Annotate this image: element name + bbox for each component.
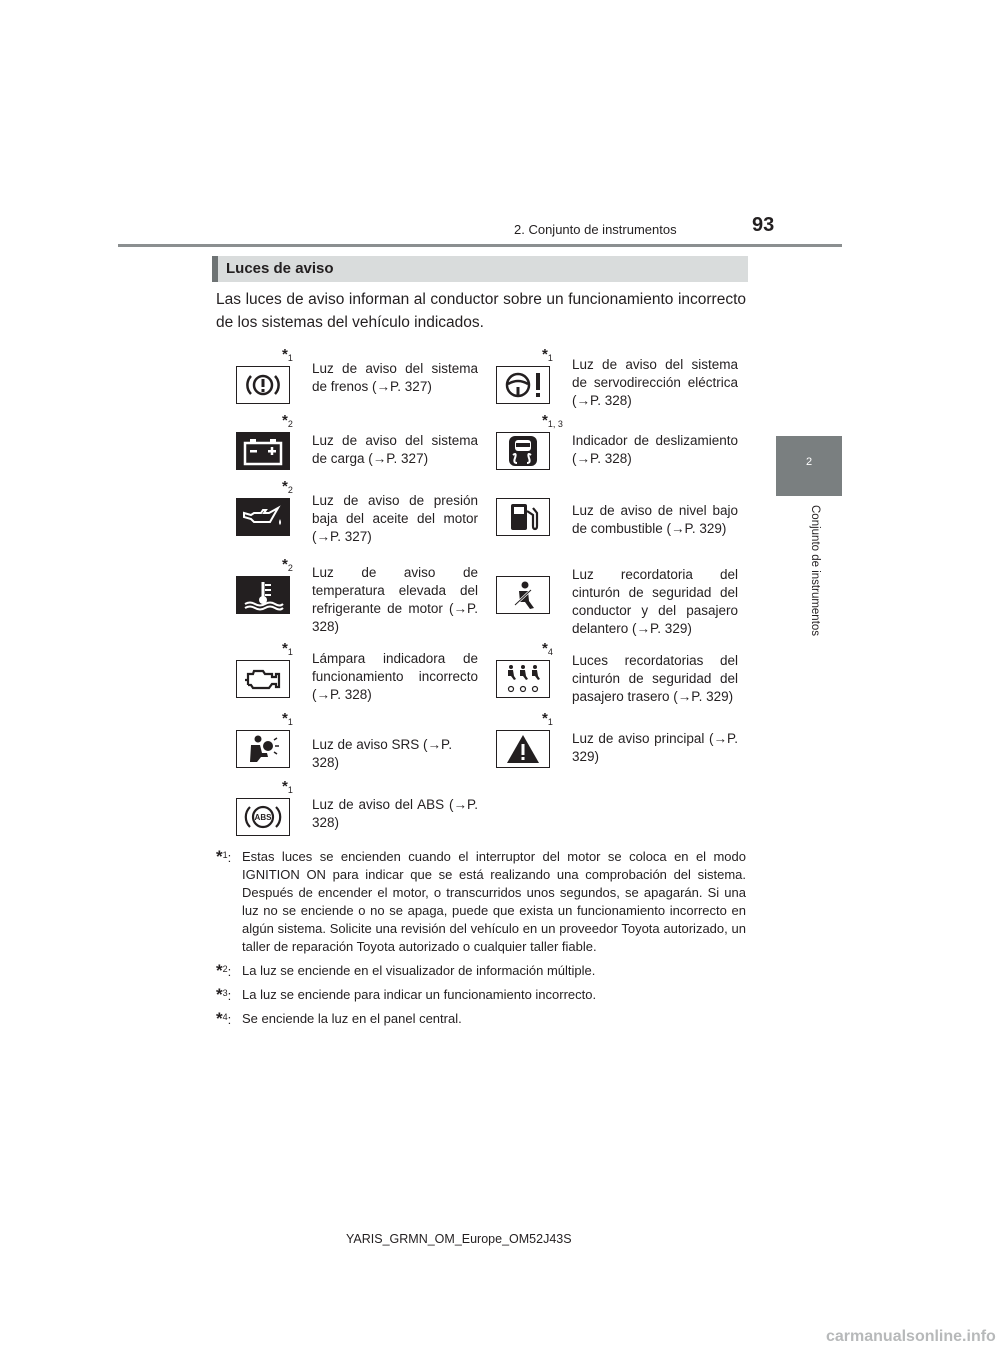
warning-light-item [212,346,478,420]
chapter-tab-label: Conjunto de instrumentos [809,505,821,637]
svg-text:ABS: ABS [254,813,272,822]
warning-light-item [212,778,478,852]
oil-pressure-icon [236,498,290,536]
warning-light-item [212,556,478,634]
footnote-marker: $*_1$ [282,640,293,657]
check-engine-icon [236,660,290,698]
warning-light-description: Luz de aviso SRS (→P. 328) [312,737,453,770]
page-number: 93 [752,214,775,236]
footnote [216,1010,746,1028]
watermark: carmanualsonline.info [826,1328,996,1345]
coolant-temperature-icon [236,576,290,614]
fuel-icon [496,498,550,536]
warning-light-description: Luces recordatorias del cinturón de seguridad del pasajero trasero (→P. 329) [572,653,738,704]
section-heading: Luces de aviso [226,260,334,277]
footnote-marker: $*_2$: [216,961,232,980]
footnote-marker: $*_2$ [282,556,293,573]
warning-light-description: Lámpara indicadora de funcionamiento incorrecto (→P. 328) [312,651,478,702]
footnote-text: Estas luces se encienden cuando el interruptor del motor se coloca en el modo IGNITION ON para indicar que se está realizando una comprobación del sistema. Después de encender el motor, o transcurridos unos segundos, se apagarán. Si una luz no se enciende o no se apaga, puede que exista un funcionamiento incorrecto en algún sistema. Solicite una revisión del vehículo en un proveedor Toyota autorizado, un taller de reparación Toyota autorizado o cualquier taller fiable. [242,849,746,954]
section-heading-accent [212,256,218,282]
warning-light-description: Luz de aviso de presión baja del aceite del motor (→P. 327) [312,493,478,544]
abs-icon [236,798,290,836]
warning-light-item [212,478,478,552]
warning-light-description: Luz de aviso de nivel bajo de combustible (→P. 329) [572,503,738,536]
footnote-text: La luz se enciende para indicar un funcionamiento incorrecto. [242,987,597,1002]
footnote-marker: $*_1$ [282,346,293,363]
warning-light-description: Luz de aviso de temperatura elevada del refrigerante de motor (→P. 328) [312,565,478,634]
footnote-marker: $*_1$ [542,346,553,363]
footnote-marker: $*_1$ [542,710,553,727]
slip-indicator-icon [496,432,550,470]
footnote-text: Se enciende la luz en el panel central. [242,1011,462,1026]
section-heading-bar [212,256,748,282]
warning-light-description: Luz de aviso del sistema de servodirección eléctrica (→P. 328) [572,357,738,408]
steering-warning-icon [496,366,550,404]
warning-light-item [212,640,478,714]
srs-airbag-icon [236,730,290,768]
footnote-marker: $*_4$ [542,640,553,657]
chapter-tab-number: 2 [805,456,813,468]
intro-paragraph: Las luces de aviso informan al conductor sobre un funcionamiento incorrecto de los sistemas del vehículo indicados. [216,291,746,331]
warning-light-item [472,710,738,784]
footnotes [216,848,746,1034]
footnote-marker: $*_4$: [216,1009,232,1028]
warning-light-description: Luz de aviso del sistema de carga (→P. 327) [312,433,478,466]
warning-light-description: Luz de aviso principal (→P. 329) [572,731,738,764]
battery-icon [236,432,290,470]
footnote-marker: $*_2$ [282,478,293,495]
footnote [216,848,746,956]
footnote-marker: $*_2$ [282,412,293,429]
footnote-marker: $*_1$ [282,710,293,727]
warning-light-item [472,566,738,636]
warning-light-description: Indicador de deslizamiento (→P. 328) [572,433,738,466]
master-warning-icon [496,730,550,768]
footnote-marker: $*_3$: [216,985,232,1004]
document-footer: YARIS_GRMN_OM_Europe_OM52J43S [346,1232,572,1246]
footnote [216,962,746,980]
warning-light-item [472,412,738,486]
warning-light-item [472,346,738,420]
footnote [216,986,746,1004]
footnote-marker: $*_1$: [216,847,232,866]
header-rule [118,244,842,247]
rear-seatbelt-icon [496,660,550,698]
chapter-tab [776,436,842,496]
warning-light-item [472,640,738,714]
footnote-text: La luz se enciende en el visualizador de información múltiple. [242,963,596,978]
brake-warning-icon [236,366,290,404]
warning-light-description: Luz de aviso del ABS (→P. 328) [312,797,478,830]
warning-light-description: Luz recordatoria del cinturón de seguridad del conductor y del pasajero delantero (→P. 329) [572,567,738,636]
footnote-marker: $*_{1, 3}$ [542,412,563,429]
footnote-marker: $*_1$ [282,778,293,795]
warning-light-item [212,710,472,784]
warning-light-item [212,412,478,486]
warning-light-description: Luz de aviso del sistema de frenos (→P. 327) [312,361,478,394]
seatbelt-icon [496,576,550,614]
warning-light-item [472,488,738,552]
header-section-title: 2. Conjunto de instrumentos [514,222,677,237]
